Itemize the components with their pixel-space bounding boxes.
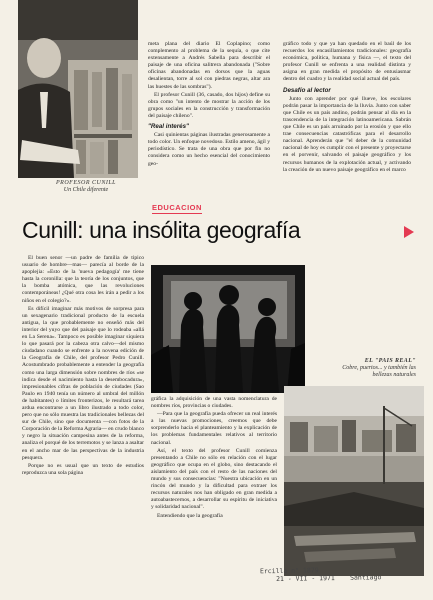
country-photo-image bbox=[284, 386, 424, 576]
paragraph: gráfica la adquisición de una vasta nomenclatura de nombres ríos, provincias o ciudades. bbox=[151, 396, 277, 410]
section-label: EDUCACION bbox=[152, 203, 202, 212]
caption-subtitle: Un Chile diferente bbox=[63, 187, 109, 193]
caption-title: EL "PAIS REAL" bbox=[364, 358, 416, 364]
paragraph: Casi quinientas páginas ilustradas generosamente a todo color. Un enfoque novedoso. Estilo ameno, ágil y periodístico. Se trata de una obra que por fin no considera como un hecho esencial del conocimiento geo- bbox=[148, 132, 270, 167]
country-photo-caption bbox=[330, 358, 416, 379]
note-city: Santiago bbox=[349, 573, 382, 582]
red-triangle-marker bbox=[404, 226, 414, 238]
subheading: Desafío al lector bbox=[283, 86, 331, 94]
note-publication: Ercilla n° 1879 bbox=[259, 566, 319, 576]
professor-photo-caption bbox=[46, 180, 126, 194]
country-photo bbox=[284, 386, 424, 576]
paragraph: Es difícil imaginar más motivos de sorpresa para un sexagenario tradicional producto de la escuela antigua, la que probablemente no enseñó más del interior del yuyo que del paisaje que lo rodeaba «allá en La Serena». Tampoco es posible imaginar siquiera lo que pasará por la cabeza otra calvo—del mismo ciudadano cuando se enfrente a la novena edición de la Geografía de Chile, del profesor Pedro Cunill. Acostumbrado probablemente a entender la geografía como una larga dimensión sobre nombres de ríos «se indica desde el nacimiento hasta la desembocadura», impresionables cifras de población de ciudades (Sao Paulo en 1940 tenía un número al umbral del millón de habitantes) o límites fronterizos, le resultará tarea ardua encontrarse a un libro ilustrado a todo color, pero que no sólo muestra las tradicionales bellezas del sur de Chile, sino que documenta —con fotos de la Corporación de la Reforma Agraria— en crudo blanco y negro la situación campesina antes de la reforma, analiza el porqué de los terremotos y se lanza a asaltar en el ancho mar de las perspectivas de la industria pesquera. bbox=[22, 305, 144, 461]
handwritten-note bbox=[250, 565, 420, 584]
paragraph: Porque no es usual que un texto de estudios reproduzca una sola página bbox=[22, 462, 144, 476]
paragraph: Junto con aprender por qué llueve, los escolares podrán pasar la importancia de la lluvia. Junto con saber que Chile es un país andino, podrán pensar al día en la trascendencia de la integración latinoamericana. Sabrán que Chile es un país arruinado por la erosión y que ello trae consecuencias catastróficas para el desarrollo nacional. Aprenderán que "el deber de la comunidad nacional de hoy es cumplir con el presente y proyectarse en el porvenir, salvando el paisaje geográfico y los recursos humanos de la explotación actual, y activando la creación de un nuevo paisaje geográfico en el marco bbox=[283, 95, 411, 173]
subheading: "Real interés" bbox=[148, 123, 189, 131]
article-column-bottom-left bbox=[22, 255, 144, 478]
note-date: 21 - VII - 1971 bbox=[276, 574, 335, 584]
paragraph: Entendiendo que la geografía bbox=[157, 512, 223, 519]
silhouette-photo bbox=[151, 265, 305, 393]
caption-subtitle: Cobre, puertos... y también las bellezas naturales bbox=[342, 365, 416, 378]
article-column-top-right bbox=[283, 41, 411, 175]
article-column-top-middle bbox=[148, 41, 270, 169]
paragraph: —Para que la geografía pueda ofrecer un real interés a las nuevas promociones, creemos que debe sorprenderlo hacia el planteamiento y la explicación de los problemas fundamentales relativos al territorio nacional. bbox=[151, 411, 277, 446]
paragraph: gráfico todo y que ya han quedado en el baúl de los recuerdos los encasillamientos tradicionales: geografía económica, política, humana y física —, el texto del profesor Cunill se enfrenta a una realidad distinta y asigna en gran medida el propósito de entusiasmar dentro del cuadro y la realidad social actual del país. bbox=[283, 41, 411, 83]
professor-photo-image bbox=[18, 0, 138, 178]
silhouette-photo-image bbox=[151, 265, 305, 393]
paragraph: El buen senor —un padre de familia de tipico usuario de hombre—mas— parecía al borde de la apoplejia: «Esto de la 'nueva pedagogía' me tiene hasta la coronilla: que la teoría de los conjuntos, que la bomba atómica, que las revoluciones contemporáneas! ¿Qué otra cosa les irán a pedir a los niños en el colegio?». bbox=[22, 255, 144, 304]
caption-name: PROFESOR CUNILL bbox=[56, 180, 116, 186]
professor-photo bbox=[18, 0, 138, 178]
article-column-bottom-middle bbox=[151, 396, 277, 521]
paragraph: meta plana del diario El Coplapino; como complemento al problema de la sequía, o que cite extensamente a Andrés Sabella para describir el paisaje de una oficina salitrera abandonada ("Sobre oficinas abandonadas en dorsos que la aguas desalientan, torre al sol con piedras negras, altar ara las huestes de las sombras"). bbox=[148, 41, 270, 90]
article-headline: Cunill: una insólita geografía bbox=[22, 217, 301, 243]
paragraph: El profesor Cunill (36, casado, dos hijos) define su obra como "un intento de mostrar la acción de los grupos sociales en la construcción y transformación del paisaje chileno". bbox=[148, 91, 270, 119]
paragraph: Así, el texto del profesor Cunill comienza presentando a Chile no sólo en relación con el lugar geográfico que ocupa en el globo, sino destacando el aislamiento del país con el resto de las naciones del mundo y sus consecuencias: "Nuestra ubicación en un rincón del mundo y la dificultad para extraer los recursos naturales nos han obligado en gran medida a autoabastecernos, a desarrollar su espíritu de iniciativa y solidaridad nacional". bbox=[151, 447, 277, 511]
